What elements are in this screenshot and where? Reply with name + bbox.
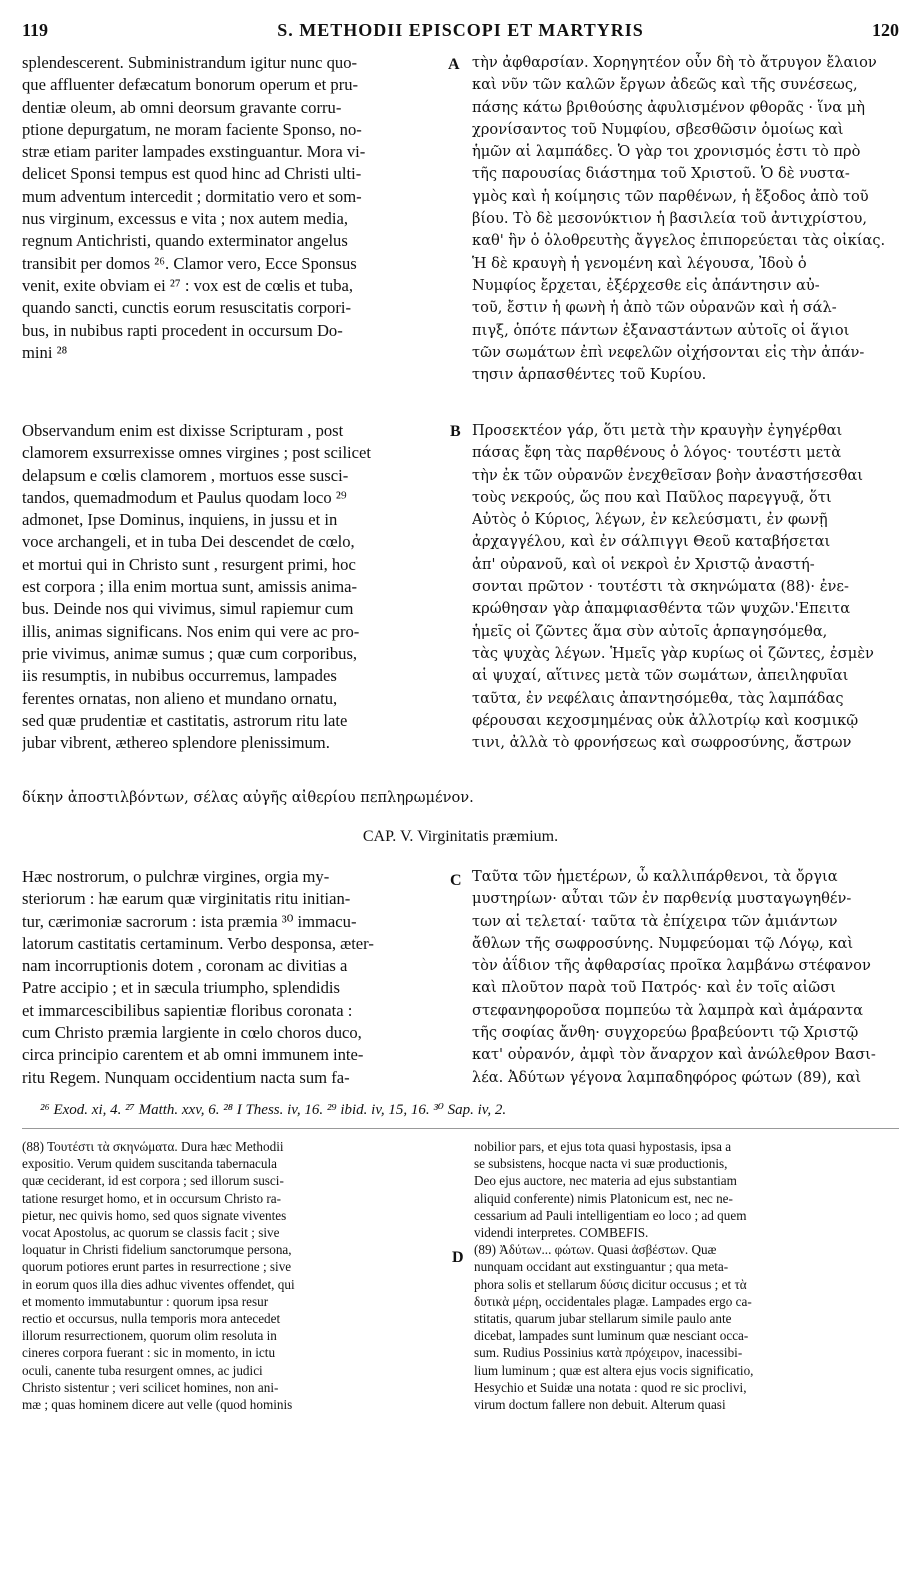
latin-text-line: mini ²⁸ — [22, 342, 68, 362]
latin-text-line: steriorum : hæ earum quæ virginitatis ritu initian- — [22, 889, 351, 909]
latin-text-line: latorum castitatis certaminum. Verbo desponsa, æter- — [22, 933, 374, 953]
latin-text-line: et immarcescibilibus sapientiæ floribus coronata : — [22, 1000, 353, 1020]
note-line: illorum resurrectionem, quorum olim resoluta in — [22, 1328, 277, 1344]
note-line: oculi, canente tuba resurgent omnes, ac judici — [22, 1362, 263, 1378]
latin-text-line: Patre accipio ; et in sæcula triumpho, splendidis — [22, 978, 340, 998]
greek-text-line: Ταῦτα τῶν ἡμετέρων, ὦ καλλιπάρθενοι, τὰ ὄργια — [472, 868, 838, 885]
latin-column-block-c — [22, 866, 440, 1089]
latin-column-block-a — [22, 52, 440, 364]
latin-text-line: venit, exite obviam ei ²⁷ : vox est de cœlis et tuba, — [22, 275, 354, 295]
note-line: dicebat, lampades sunt luminum quæ nesciant occa- — [474, 1328, 749, 1344]
note-line: pietur, nec quivis homo, sed quos signate viventes — [22, 1207, 287, 1223]
notes-divider — [22, 1128, 899, 1129]
greek-text-line: τὴν ἐκ τῶν οὐρανῶν ἐνεχθεῖσαν βοὴν ἀναστήσεσθαι — [472, 466, 863, 484]
greek-text-line: τῆς σοφίας ἄνθη· συγχορεύω βραβεύοντι τῷ Χριστῷ — [472, 1024, 859, 1042]
greek-text-line: βίου. Τὸ δὲ μεσονύκτιον ἡ βασιλεία τοῦ ἀντιχρίστου, — [472, 210, 868, 228]
note-line: Deo ejus auctore, nec materia ad ejus substantiam — [474, 1173, 737, 1189]
note-line: vocat Apostolus, ac quorum se classis facit ; sive — [22, 1225, 280, 1241]
note-line: Hesychio et Suidæ una notata : quod re sic proclivi, — [474, 1379, 747, 1395]
chapter-heading: CAP. V. Virginitatis præmium. — [362, 828, 559, 845]
note-line: loquatur in Christi fidelium sanctorumque persona, — [22, 1242, 292, 1258]
latin-text-line: ritu Regem. Nunquam occidentium nacta sum fa- — [22, 1067, 350, 1087]
note-line: aliquid conferente) nimis Platonicum est, nec ne- — [474, 1190, 733, 1206]
latin-text-line: est corpora ; illa enim mortua sunt, amissis anima- — [22, 577, 358, 597]
latin-text-line: stræ etiam pariter lampades exstinguantur. Mora vi- — [22, 142, 366, 162]
latin-text-line: quando sancti, cunctis eorum resuscitatis corpori- — [22, 298, 352, 318]
latin-text-line: ferentes ornatas, non alieno et mundano ornatu, — [22, 688, 338, 708]
latin-text-line: bus. Deinde nos qui vivimus, simul rapiemur cum — [22, 599, 354, 619]
greek-text-line: τοῦ, ἔστιν ἡ φωνὴ ἡ ἀπὸ τῶν οὐρανῶν καὶ ἡ σάλ- — [472, 299, 837, 317]
note-line: (89) Ἀδύτων... φώτων. Quasi ἀσβέστων. Quæ — [474, 1242, 717, 1258]
latin-text-line: admonet, Ipse Dominus, inquiens, in jussu et in — [22, 510, 338, 530]
greek-text-line: ἡμῶν αἱ λαμπάδες. Ὁ γὰρ τοι χρονισμός ἐστι τὸ πρὸ — [472, 143, 861, 161]
page-number-left: 119 — [22, 20, 49, 40]
latin-text-line: regnum Antichristi, quando exterminator angelus — [22, 231, 348, 251]
running-title: S. METHODII EPISCOPI ET MARTYRIS — [277, 20, 644, 40]
note-line: cineres corpora fuerant : sic in momento, in ictu — [22, 1345, 276, 1361]
note-line: lium luminum ; quæ est altera ejus vocis significatio, — [474, 1362, 754, 1378]
note-line: expositio. Verum quidem suscitanda tabernacula — [22, 1156, 278, 1172]
notes-column-right — [474, 1138, 902, 1413]
note-line: videndi interpretes. COMBEFIS. — [474, 1225, 649, 1241]
greek-text-line: των αἱ τελεταί· ταῦτα τὰ ἐπίχειρα τῶν ἀμιάντων — [472, 912, 838, 930]
greek-text-line: ἀρχαγγέλου, καὶ ἐν σάλπιγγι Θεοῦ καταβήσεται — [472, 533, 831, 551]
latin-text-line: et mortui qui in Christo sunt , resurgent primi, hoc — [22, 554, 356, 574]
note-line: nunquam occidant aut exstinguantur ; qua meta- — [474, 1259, 729, 1275]
latin-text-line: delapsum e cœlis clamorem , mortuos esse susci- — [22, 465, 349, 485]
note-line: (88) Τουτέστι τὰ σκηνώματα. Dura hæc Methodii — [22, 1139, 284, 1154]
greek-text-line: Ἡ δὲ κραυγὴ ἡ γενομένη καὶ λέγουσα, Ἰδοὺ ὁ — [472, 254, 807, 272]
greek-text-line: πιγξ, ὁπότε πάντων ἐξαναστάντων αὐτοῖς οἱ ἅγιοι — [472, 321, 850, 339]
latin-text-line: Observandum enim est dixisse Scripturam , post — [22, 421, 344, 440]
greek-text-line: στεφανηφοροῦσα πομπεύω τὰ λαμπρὰ καὶ ἀμάραντα — [472, 1001, 863, 1019]
greek-text-line: ἄθλων τῆς σωφροσύνης. Νυμφεύομαι τῷ Λόγῳ, καὶ — [472, 934, 854, 952]
greek-text-line: Προσεκτέον γάρ, ὅτι μετὰ τὴν κραυγὴν ἐγηγέρθαι — [472, 422, 843, 439]
latin-text-line: Hæc nostrorum, o pulchræ virgines, orgia my- — [22, 867, 330, 886]
greek-column-block-b — [472, 420, 902, 754]
greek-text-line: λέα. Ἀδύτων γέγονα λαμπαδηφόρος φώτων (89), καὶ — [472, 1068, 862, 1086]
latin-text-line: delicet Sponsi tempus est quod hinc ad Christi ulti- — [22, 164, 362, 184]
note-line: tatione resurget homo, et in occursum Christo ra- — [22, 1190, 282, 1206]
greek-text-line: τῶν σωμάτων ἐπὶ νεφελῶν οἰχήσονται εἰς τὴν ἀπάν- — [472, 343, 865, 361]
greek-text-line: πάσας ἔφη τὰς παρθένους ὁ λόγος· τουτέστι μετὰ — [472, 444, 842, 462]
greek-column-block-a — [472, 52, 902, 386]
note-line: in eorum quos illa dies adhuc viventes offendet, qui — [22, 1276, 295, 1292]
latin-text-line: mum adventum intercedit ; dormitatio vero et som- — [22, 186, 362, 206]
latin-text-line: dentiæ oleum, ab omni deorsum gravante corru- — [22, 97, 342, 117]
note-line: rectio et occursus, nulla temporis mora antecedet — [22, 1311, 281, 1327]
note-line: nobilior pars, et ejus tota quasi hypostasis, ipsa a — [474, 1139, 732, 1154]
note-line: δυτικὰ μέρη, occidentales plagæ. Lampades ergo ca- — [474, 1293, 752, 1309]
notes-column-left — [22, 1138, 442, 1413]
greek-text-line: τοὺς νεκρούς, ὥς που καὶ Παῦλος παρεγγυᾷ, ὅτι — [472, 488, 832, 506]
greek-text-line: τινι, ἀλλὰ τὸ φρονήσεως καὶ σωφροσύνης, ἄστρων — [472, 734, 852, 752]
greek-text-line: καὶ νῦν τῶν καλῶν ἔργων ἀδεῶς καὶ τῆς συνέσεως, — [472, 76, 858, 94]
latin-text-line: tur, cærimoniæ sacrorum : ista præmia ³⁰ immacu- — [22, 911, 357, 931]
latin-text-line: jubar vibrent, æthereo splendore plenissimum. — [22, 733, 330, 753]
latin-column-block-b — [22, 420, 440, 754]
latin-text-line: circa principio carentem et ab omni immunem inte- — [22, 1045, 364, 1065]
note-line: mæ ; quas hominem dicere aut velle (quod hominis — [22, 1397, 293, 1413]
note-line: cessarium ad Pauli intelligentiam eo loco ; ad quem — [474, 1207, 747, 1223]
latin-text-line: ptione depurgatum, ne moram faciente Sponso, no- — [22, 119, 362, 139]
greek-text-line: Νυμφίος ἔρχεται, ἐξέρχεσθε εἰς ἀπάντησιν αὐ- — [472, 276, 820, 294]
greek-continuation-line: δίκην ἀποστιλβόντων, σέλας αὐγῆς αἰθερίου πεπληρωμένον. — [22, 789, 474, 806]
greek-text-line: σονται πρῶτον · τουτέστι τὰ σκηνώματα (88)· ἐνε- — [472, 578, 849, 596]
latin-text-line: transibit per domos ²⁶. Clamor vero, Ecce Sponsus — [22, 253, 357, 273]
greek-text-line: τὰς ψυχὰς λέγων. Ἡμεῖς γὰρ κυρίως οἱ ζῶντες, ἐσμὲν — [472, 644, 874, 662]
greek-text-line: κατ' οὐρανόν, ἀμφὶ τὸν ἄναρχον καὶ ἀνώλεθρον Βασι- — [472, 1046, 876, 1064]
greek-text-line: κρώθησαν γὰρ ἀπαμφιασθέντα τῶν ψυχῶν.'Επειτα — [472, 600, 851, 618]
greek-text-line: ἀπ' οὐρανοῦ, καὶ οἱ νεκροὶ ἐν Χριστῷ ἀναστή- — [472, 555, 815, 573]
greek-text-line: πάσης κάτω βριθούσης ἀφυλισμένον φθορᾶς · ἵνα μὴ — [472, 98, 865, 116]
note-line: virum doctum fallere non debuit. Alterum quasi — [474, 1397, 726, 1413]
greek-text-line: αἱ ψυχαί, αἵτινες μετὰ τῶν σωμάτων, ἀπειληφυῖαι — [472, 667, 849, 685]
section-marker-d: D — [452, 1249, 464, 1266]
note-line: et momento immutabuntur : quorum ipsa resur — [22, 1293, 269, 1309]
greek-text-line: φέρουσαι κεχοσμημένας οὐκ ἀλλοτρίῳ καὶ κοσμικῷ — [472, 711, 859, 729]
latin-text-line: cum Christo præmia largiente in cœlo choros duco, — [22, 1023, 362, 1043]
greek-text-line: μυστηρίων· αὗται τῶν ἐν παρθενίᾳ μυσταγωγηθέν- — [472, 890, 852, 908]
greek-text-line: τὴν ἀφθαρσίαν. Χορηγητέον οὖν δὴ τὸ ἄτρυγον ἔλαιον — [472, 54, 877, 71]
greek-text-line: ταῦτα, ἐν νεφέλαις ἀπαντησόμεθα, τὰς λαμπάδας — [472, 689, 844, 707]
note-line: Christo sistentur ; veri scilicet homines, non ani- — [22, 1379, 279, 1395]
latin-text-line: que affluenter defæcatum bonorum operum et pru- — [22, 75, 359, 95]
greek-text-line: τησιν ἁρπασθέντες τοῦ Κυρίου. — [472, 366, 707, 384]
note-line: stitatis, quarum jubar stellarum simile paulo ante — [474, 1311, 732, 1327]
scripture-references: ²⁶ Exod. xi, 4. ²⁷ Matth. xxv, 6. ²⁸ I Thess. iv, 16. ²⁹ ibid. iv, 15, 16. ³⁰ Sap. iv, 2. — [40, 1102, 507, 1118]
latin-text-line: bus, in nubibus rapti procedent in occursum Do- — [22, 320, 343, 340]
greek-text-line: Αὐτὸς ὁ Κύριος, λέγων, ἐν κελεύσματι, ἐν φωνῇ — [472, 511, 828, 529]
greek-text-line: τὸν ἀΐδιον τῆς ἀφθαρσίας προῖκα λαμβάνω στέφανον — [472, 957, 871, 975]
page-number-right: 120 — [872, 20, 899, 40]
note-line: quorum potiores erunt partes in resurrectione ; sive — [22, 1259, 292, 1275]
latin-text-line: clamorem exsurrexisse omnes virgines ; post scilicet — [22, 443, 372, 463]
greek-text-line: γμὸς καὶ ἡ κοίμησις τῶν παρθένων, ἡ ἔξοδος ἀπὸ τοῦ — [472, 187, 869, 205]
section-marker-b: B — [450, 423, 461, 440]
latin-text-line: splendescerent. Subministrandum igitur nunc quo- — [22, 53, 358, 72]
latin-text-line: voce archangeli, et in tuba Dei descendet de cœlo, — [22, 532, 355, 552]
note-line: se subsistens, hocque nacta vi suæ productionis, — [474, 1156, 728, 1172]
latin-text-line: nam incorruptionis dotem , coronam ac divitias a — [22, 956, 348, 976]
greek-text-line: τῆς παρουσίας διάστημα τοῦ Χριστοῦ. Ὁ δὲ νυστα- — [472, 165, 850, 183]
note-line: sum. Rudius Possinius κατὰ πρόχειρον, inacessibi- — [474, 1345, 743, 1361]
latin-text-line: prie vivimus, animæ sumus ; quæ cum corporibus, — [22, 643, 358, 663]
greek-text-line: καθ' ἣν ὁ ὀλοθρευτὴς ἄγγελος ἐπιπορεύεται τὰς οἰκίας. — [472, 232, 886, 250]
greek-text-line: καὶ πλοῦτον παρὰ τοῦ Πατρός· καὶ ἐν τοῖς αἰῶσι — [472, 979, 836, 997]
greek-column-block-c — [472, 866, 902, 1089]
latin-text-line: sed quæ prudentiæ et castitatis, astrorum ritu late — [22, 710, 348, 730]
note-line: quæ ceciderant, id est corpora ; sed illorum susci- — [22, 1173, 284, 1189]
latin-text-line: iis resumptis, in nubibus occurremus, lampades — [22, 666, 337, 686]
note-line: phora solis et stellarum δύσις dicitur occusus ; et τὰ — [474, 1276, 747, 1292]
section-marker-c: C — [450, 872, 462, 889]
latin-text-line: nus virginum, excessus e vita ; nox autem media, — [22, 209, 348, 229]
latin-text-line: illis, animas significans. Nos enim qui vere ac pro- — [22, 621, 360, 641]
greek-text-line: ἡμεῖς οἱ ζῶντες ἅμα σὺν αὐτοῖς ἁρπαγησόμεθα, — [472, 622, 828, 640]
latin-text-line: tandos, quemadmodum et Paulus quodam loco ²⁹ — [22, 487, 347, 507]
section-marker-a: A — [448, 56, 460, 73]
greek-text-line: χρονίσαντος τοῦ Νυμφίου, σβεσθῶσιν ὁμοίως καὶ — [472, 120, 844, 138]
running-header — [22, 20, 899, 46]
